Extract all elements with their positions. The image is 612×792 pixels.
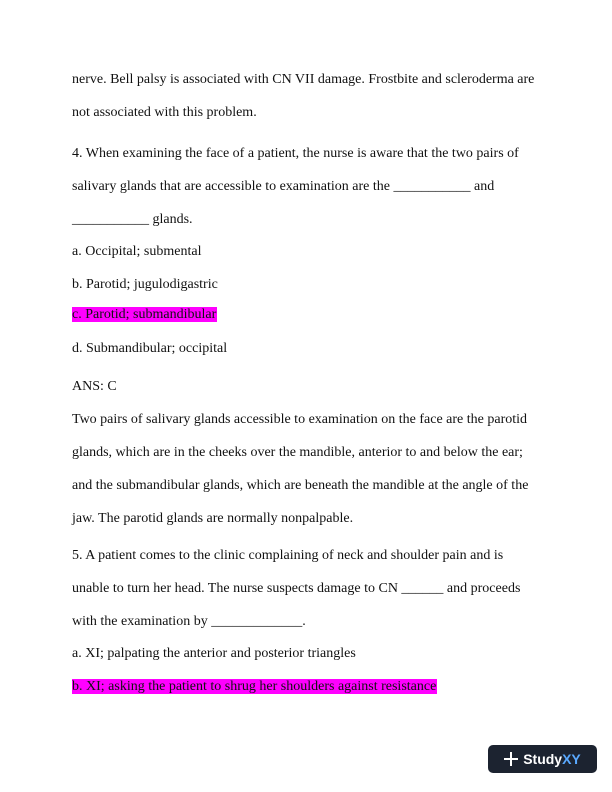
question-5-line: with the examination by _____________. (72, 614, 306, 629)
option-b-correct (72, 678, 437, 695)
question-5-line: 5. A patient comes to the clinic complaining of neck and shoulder pain and is (72, 548, 504, 563)
plus-icon (504, 752, 518, 766)
option-c-correct (72, 306, 217, 323)
option-b: b. Parotid; jugulodigastric (72, 277, 218, 292)
brand-name: StudyXY (523, 751, 581, 767)
rationale-line: Two pairs of salivary glands accessible to examination on the face are the parotid (72, 412, 528, 427)
highlighted-answer: b. XI; asking the patient to shrug her shoulders against resistance (72, 679, 437, 694)
text-line: nerve. Bell palsy is associated with CN VII damage. Frostbite and scleroderma are (72, 72, 535, 87)
highlighted-answer: c. Parotid; submandibular (72, 307, 217, 322)
question-4-line: salivary glands that are accessible to examination are the ___________ and (72, 179, 495, 194)
question-4-line: 4. When examining the face of a patient, the nurse is aware that the two pairs of (72, 146, 519, 161)
option-d: d. Submandibular; occipital (72, 341, 228, 356)
question-4-line: ___________ glands. (72, 212, 193, 227)
answer-key: ANS: C (72, 379, 117, 394)
studyxy-badge[interactable] (488, 745, 597, 773)
option-a: a. Occipital; submental (72, 244, 202, 259)
rationale-line: glands, which are in the cheeks over the mandible, anterior to and below the ear; (72, 445, 523, 460)
option-a: a. XI; palpating the anterior and posterior triangles (72, 646, 356, 661)
text-line: not associated with this problem. (72, 105, 257, 120)
question-5-line: unable to turn her head. The nurse suspects damage to CN ______ and proceeds (72, 581, 521, 596)
rationale-line: and the submandibular glands, which are beneath the mandible at the angle of the (72, 478, 529, 493)
rationale-line: jaw. The parotid glands are normally nonpalpable. (72, 511, 354, 526)
